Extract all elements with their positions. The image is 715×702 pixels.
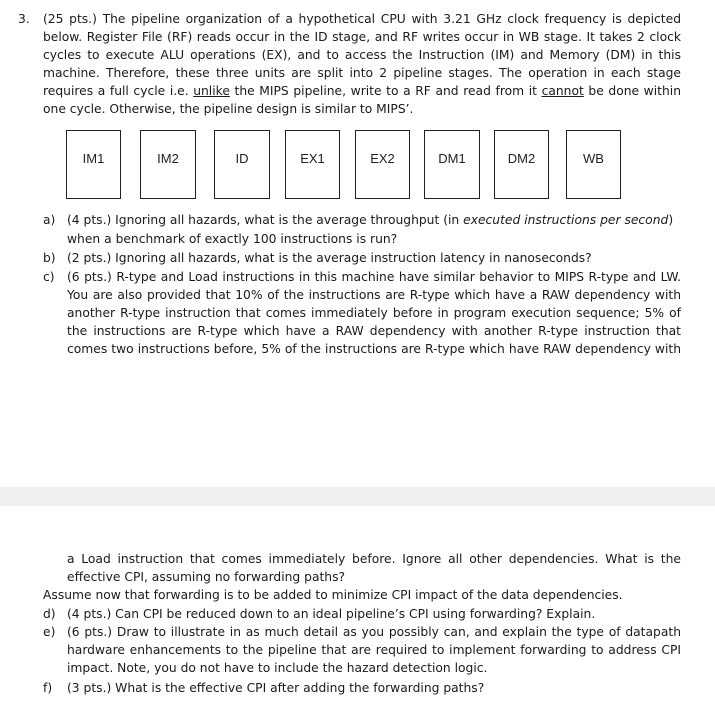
part-d-line-1: (4 pts.) Can CPI be reduced down to an ideal pipeline’s CPI using forwarding? Explain. [67,607,596,621]
page-bottom [0,506,715,702]
stage-id: ID [214,130,270,199]
stage-ex2: EX2 [355,130,410,199]
part-d-label: d) [43,607,56,621]
part-c-label: c) [43,270,55,284]
part-c-line-4: the instructions are R-type which have a RAW dependency with another R-type instruction that [67,324,681,338]
part-b-label: b) [43,251,56,265]
intro-line-2: below. Register File (RF) reads occur in the ID stage, and RF writes occur in WB stage. It takes 2 clock [43,30,681,44]
stage-dm2: DM2 [494,130,549,199]
stage-im2: IM2 [140,130,196,199]
stage-im1: IM1 [66,130,121,199]
part-e-line-3: impact. Note, you do not have to include the hazard detection logic. [67,661,488,675]
part-c-cont-line-2: effective CPI, assuming no forwarding paths? [67,570,346,584]
part-e-line-2: hardware enhancements to the pipeline that are required to implement forwarding to address CPI [67,643,681,657]
part-a-label: a) [43,213,56,227]
part-e-line-1: (6 pts.) Draw to illustrate in as much detail as you possibly can, and explain the type of datapath [67,625,681,639]
assume-line: Assume now that forwarding is to be added to minimize CPI impact of the data dependencies. [43,588,623,602]
part-e-label: e) [43,625,56,639]
part-c-line-5: comes two instructions before, 5% of the instructions are R-type which have RAW dependency with [67,342,681,356]
part-a-line-2: when a benchmark of exactly 100 instructions is run? [67,232,398,246]
stage-ex1: EX1 [285,130,340,199]
underline-cannot: cannot [541,84,584,98]
part-a-line-1: (4 pts.) Ignoring all hazards, what is the average throughput (in executed instructions per second) [67,213,674,227]
part-c-line-2: You are also provided that 10% of the instructions are R-type which have a RAW dependency with [67,288,681,302]
question-number: 3. [18,12,30,26]
stage-wb: WB [566,130,621,199]
intro-line-5: requires a full cycle i.e. unlike the MIPS pipeline, write to a RF and read from it cannot be done within [43,84,681,98]
intro-line-4: machine. Therefore, these three units are split into 2 pipeline stages. The operation in each stage [43,66,681,80]
part-b-line-1: (2 pts.) Ignoring all hazards, what is the average instruction latency in nanoseconds? [67,251,592,265]
part-c-line-3: another R-type instruction that comes immediately before in program execution sequence; 5% of [67,306,681,320]
part-c-line-1: (6 pts.) R-type and Load instructions in this machine have similar behavior to MIPS R-type and LW. [67,270,681,284]
intro-line-3: cycles to execute ALU operations (EX), and to access the Instruction (IM) and Memory (DM) in this [43,48,681,62]
intro-line-6: one cycle. Otherwise, the pipeline design is similar to MIPS’. [43,102,414,116]
part-f-line-1: (3 pts.) What is the effective CPI after adding the forwarding paths? [67,681,485,695]
page-break-gap [0,487,715,506]
part-f-label: f) [43,681,53,695]
intro-line-1: (25 pts.) The pipeline organization of a hypothetical CPU with 3.21 GHz clock frequency is depicted [43,12,681,26]
part-c-cont-line-1: a Load instruction that comes immediately before. Ignore all other dependencies. What is the [67,552,681,566]
underline-unlike: unlike [193,84,230,98]
stage-dm1: DM1 [424,130,480,199]
part-a-emphasis: executed instructions per second [463,213,669,227]
